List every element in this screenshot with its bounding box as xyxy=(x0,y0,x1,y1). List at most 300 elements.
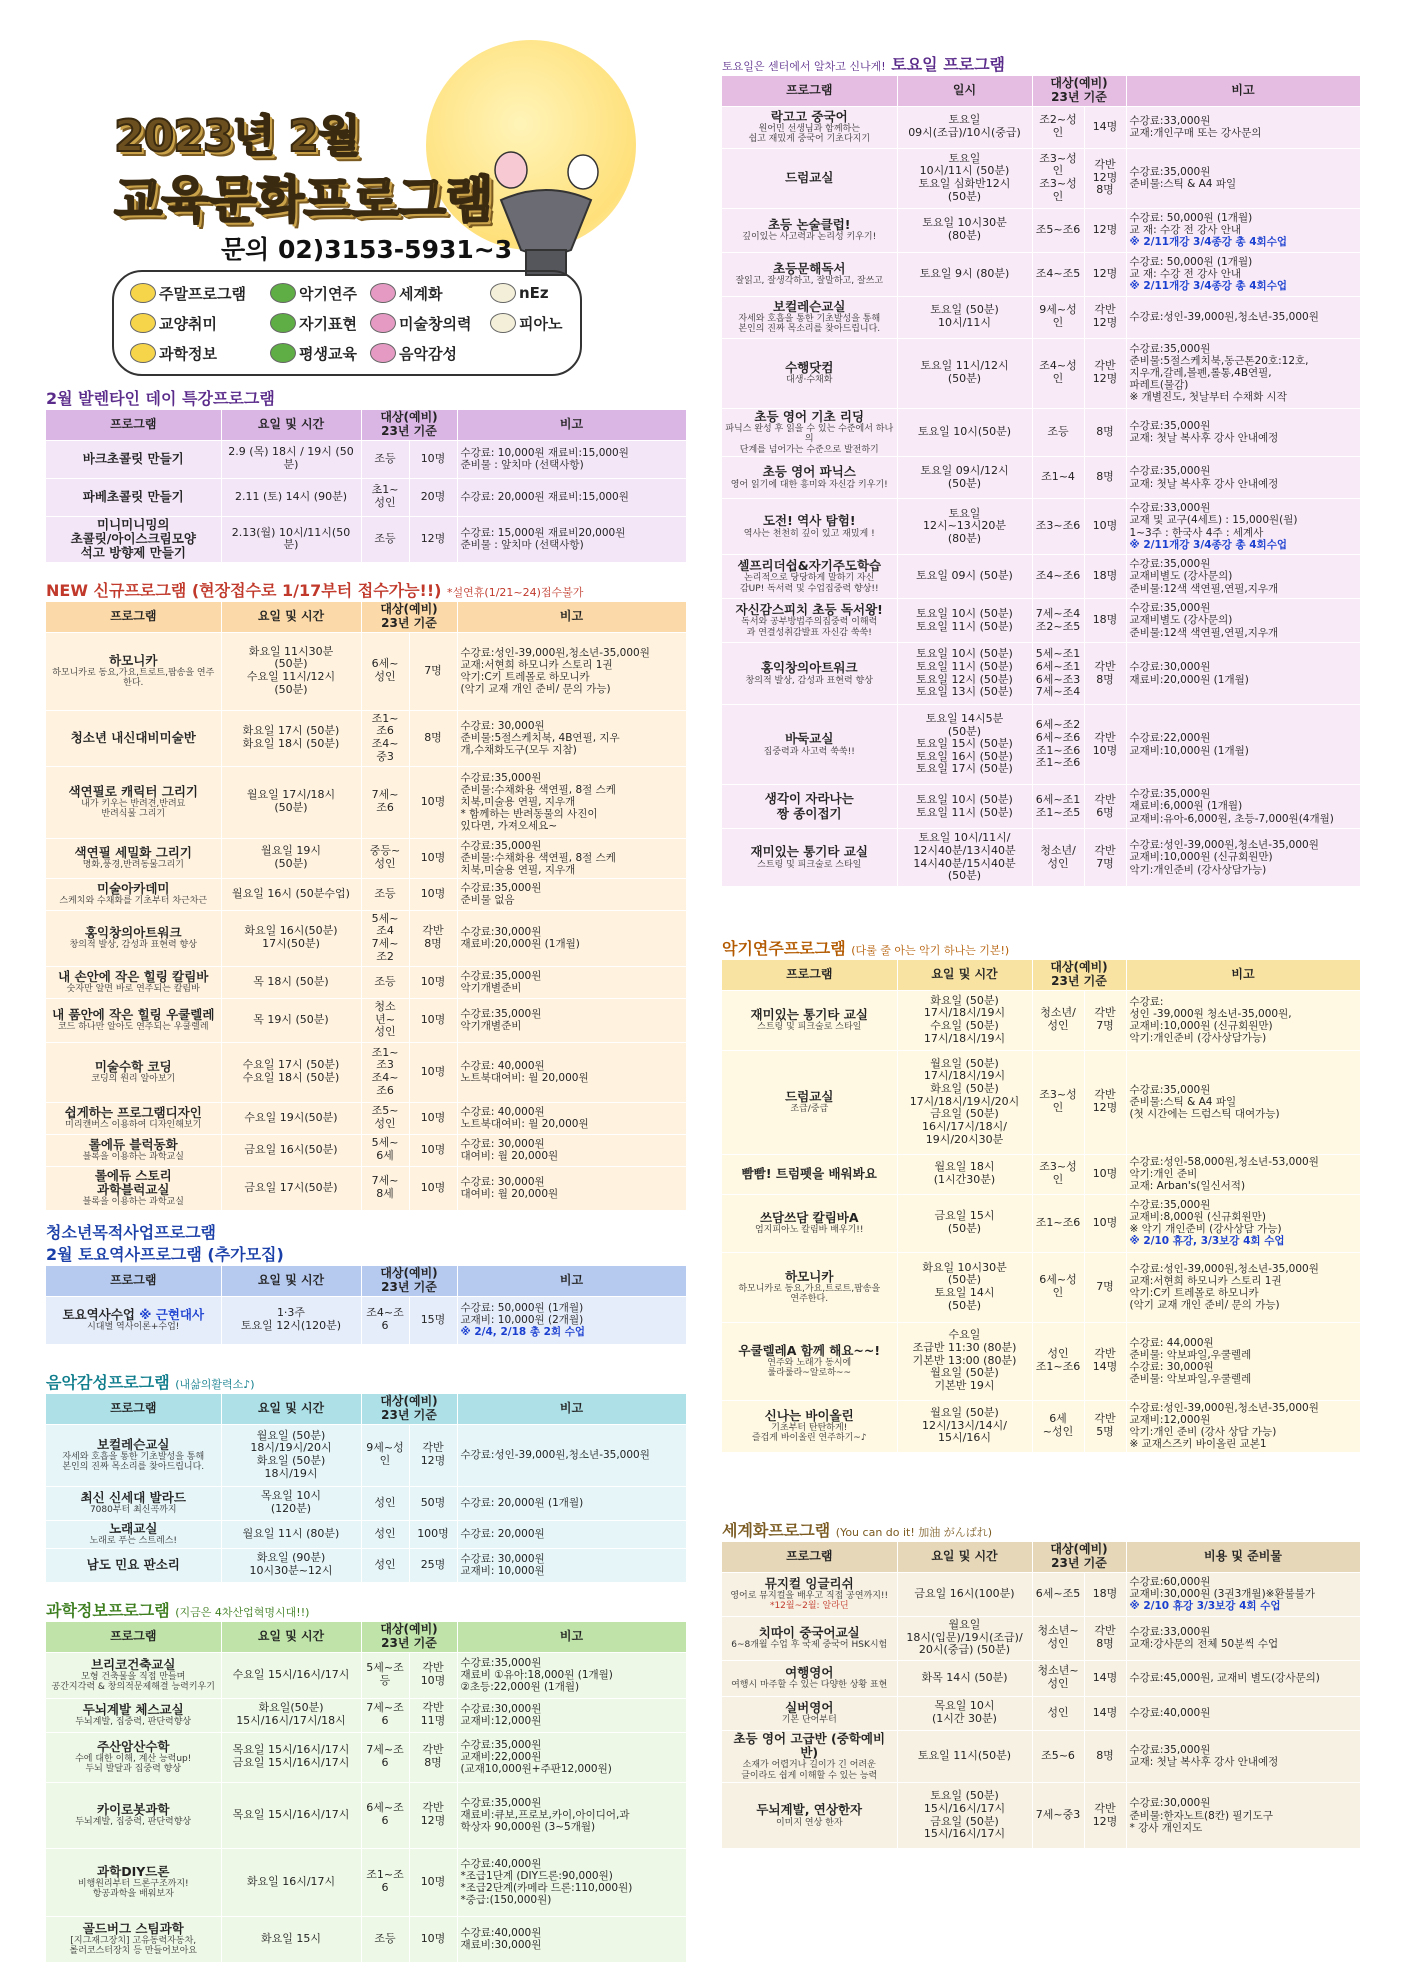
program-time: 토요일 09시/12시 (50분) xyxy=(897,457,1032,499)
program-note: 수강료: 30,000원 준비물:5절스케치북, 4B연필, 지우 개,수채화도구(모두 지참) xyxy=(457,710,686,766)
table-header-row xyxy=(46,1394,686,1424)
table-row xyxy=(722,555,1360,599)
program-subtitle: 7080부터 최신곡까지 xyxy=(89,1505,177,1516)
science-title-note: (지금은 4차산업혁명시대!!) xyxy=(175,1606,310,1619)
program-target: 조등 xyxy=(361,966,409,998)
program-name xyxy=(722,1572,897,1616)
program-name xyxy=(46,710,221,766)
program-capacity: 각반 12명 8명 xyxy=(1084,148,1126,208)
program-title: 치따이 중국어교실 xyxy=(758,1624,860,1640)
science-title xyxy=(46,1600,686,1622)
program-target: 조등 xyxy=(361,516,409,562)
header-program: 프로그램 xyxy=(722,76,897,106)
program-capacity: 10명 xyxy=(1084,499,1126,555)
header-time: 요일 및 시간 xyxy=(221,1266,361,1296)
program-note: 수강료:35,000원 교재비별도 (강사문의) 준비물:12색 색연필,연필,지우개 xyxy=(1126,555,1360,599)
program-time: 토요일 14시5분 (50분) 토요일 15시 (50분) 토요일 16시 (50분) 토요일 17시 (50분) xyxy=(897,705,1032,785)
program-time: 토요일 10시/11시/ 12시40분/13시40분 14시40분/15시40분 (50분) xyxy=(897,829,1032,887)
program-time: 화요일(50분) 15시/16시/17시/18시 xyxy=(221,1698,361,1732)
youth-table xyxy=(46,1266,687,1345)
valentine-title: 2월 발렌타인 데이 특강프로그램 xyxy=(46,389,275,408)
program-capacity: 각반 12명 xyxy=(1084,1050,1126,1154)
program-title: 색연필로 캐릭터 그리기 xyxy=(68,783,198,799)
program-subtitle: 블록을 이용하는 과학교실 xyxy=(82,1152,184,1163)
program-note-highlight: ※ 2/11개강 3/4종강 총 4회수업 xyxy=(1129,236,1287,249)
program-name xyxy=(46,478,221,516)
global-title-note: (You can do it! 加油 がんばれ) xyxy=(835,1526,993,1539)
program-time: 목요일 15시/16시/17시 xyxy=(221,1782,361,1848)
program-time: 월요일 11시 (80분) xyxy=(221,1520,361,1548)
program-subtitle: 파닉스 완성 후 읽을 수 있는 수준에서 하나의 단계를 넘어가는 수준으로 발전하기 xyxy=(725,423,894,455)
program-subtitle: 수에 대한 이해, 계산 능력up! 두뇌 발달과 집중력 향상 xyxy=(75,1753,192,1775)
program-subtitle: 노래로 푸는 스트레스! xyxy=(89,1536,178,1547)
program-capacity: 100명 xyxy=(409,1520,457,1548)
program-time: 월요일 18시 (1시간30분) xyxy=(897,1154,1032,1194)
program-title: 실버영어 xyxy=(785,1699,834,1715)
program-target: 9세~성인 xyxy=(1032,296,1084,338)
program-title: 쓰담쓰담 칼림바A xyxy=(759,1209,859,1225)
legend-label: 주말프로그램 xyxy=(159,284,246,303)
program-time: 토요일 10시 (50분) 토요일 11시 (50분) 토요일 12시 (50분) 토요일 13시 (50분) xyxy=(897,643,1032,705)
music-table xyxy=(46,1394,687,1583)
table-row xyxy=(722,705,1360,785)
header-note: 비고 xyxy=(457,1266,686,1296)
legend-item xyxy=(270,340,370,366)
table-row xyxy=(46,1548,686,1582)
program-time: 토요일 (50분) 10시/11시 xyxy=(897,296,1032,338)
program-subtitle: 내가 키우는 반려견,반려묘 반려식물 그리기 xyxy=(81,798,186,820)
program-subtitle: [지그재그장치] 고유동력자동차, 롤러코스터장치 등 만들어보아요 xyxy=(69,1935,197,1957)
program-capacity: 8명 xyxy=(1084,457,1126,499)
program-time: 2.11 (토) 14시 (90분) xyxy=(221,478,361,516)
program-note: 수강료:35,000원 교재: 첫날 복사후 강사 안내예정 xyxy=(1126,408,1360,456)
program-name xyxy=(722,296,897,338)
program-name xyxy=(722,1400,897,1452)
table-row xyxy=(46,1166,686,1210)
program-subtitle: 6~8개월 수업 후 국제 중국어 HSK시험 xyxy=(731,1640,888,1651)
program-subtitle: 자세와 호흡을 통한 기초발성을 통해 본인의 진짜 목소리를 찾아드립니다. xyxy=(738,313,881,335)
program-subtitle: 창의적 발상, 감성과 표현력 향상 xyxy=(745,675,873,686)
program-capacity: 18명 xyxy=(1084,1572,1126,1616)
program-capacity: 10명 xyxy=(409,766,457,838)
program-note-highlight: ※ 2/10 휴강 3/3보강 4회 수업 xyxy=(1129,1600,1281,1613)
program-capacity: 10명 xyxy=(409,838,457,878)
program-time: 화요일 (50분) 17시/18시/19시 수요일 (50분) 17시/18시/19시 xyxy=(897,990,1032,1050)
header-target: 대상(예비) 23년 기준 xyxy=(361,1266,457,1296)
program-time: 토요일 12시~13시20분 (80분) xyxy=(897,499,1032,555)
science-section xyxy=(46,1600,686,1963)
program-capacity: 10명 xyxy=(409,1848,457,1916)
music-title xyxy=(46,1372,686,1394)
table-header-row xyxy=(722,76,1360,106)
table-row xyxy=(46,710,686,766)
program-title: 내 품안에 작은 힐링 우쿨렐레 xyxy=(52,1006,215,1022)
program-time: 금요일 15시 (50분) xyxy=(897,1194,1032,1252)
header xyxy=(46,40,606,380)
program-time: 토요일 10시 (50분) 토요일 11시 (50분) xyxy=(897,785,1032,829)
program-subtitle: 기본 단어부터 xyxy=(781,1715,837,1726)
program-capacity: 10명 xyxy=(409,1102,457,1134)
program-capacity: 12명 xyxy=(1084,252,1126,296)
program-target: 6세 ~성인 xyxy=(1032,1400,1084,1452)
program-title: 청소년 내신대비미술반 xyxy=(70,729,196,745)
program-title: 신나는 바이올린 xyxy=(764,1407,854,1423)
program-note: 수강료: 30,000원 교재비: 10,000원 xyxy=(457,1548,686,1582)
program-note: 수강료: 15,000원 재료비20,000원 준비물 : 앞치마 (선택사항) xyxy=(457,516,686,562)
program-target: 7세~ 8세 xyxy=(361,1166,409,1210)
program-name xyxy=(722,106,897,148)
table-row xyxy=(722,208,1360,252)
program-note: 수강료:40,000원 *조급1단계 (DIY드론:90,000원) *조급2단계(카메라 드론:110,000원) *중급:(150,000원) xyxy=(457,1848,686,1916)
instrument-section xyxy=(722,938,1360,1453)
program-note: 수강료:33,000원 교재:개인구매 또는 강사문의 xyxy=(1126,106,1360,148)
program-title: 과학DIY드론 xyxy=(97,1863,170,1879)
table-row xyxy=(722,1783,1360,1849)
program-note: 수강료:성인-58,000원,청소년-53,000원 악기:개인 준비 교재: Arban's(일신서적) xyxy=(1126,1154,1360,1194)
program-time: 월요일 (50분) 17시/18시/19시 화요일 (50분) 17시/18시/19시/20시 금요일 (50분) 16시/17시/18시/ 19시/20시30분 xyxy=(897,1050,1032,1154)
program-capacity: 10명 xyxy=(409,1042,457,1102)
table-row xyxy=(46,838,686,878)
table-header-row xyxy=(46,410,686,440)
legend-label: 세계화 xyxy=(399,284,443,303)
program-time: 토요일 11시/12시 (50분) xyxy=(897,338,1032,408)
youth-title-1: 청소년목적사업프로그램 xyxy=(46,1223,217,1242)
program-time: 토요일 (50분) 15시/16시/17시 금요일 (50분) 15시/16시/17시 xyxy=(897,1783,1032,1849)
legend-label: 자기표현 xyxy=(299,314,357,333)
program-subtitle: 이미지 연상 한자 xyxy=(775,1817,843,1828)
legend-blob-icon xyxy=(270,343,296,363)
program-note: 수강료: 44,000원 준비물: 악보파일,우쿨렐레 수강료: 30,000원 준비물: 악보파일,우쿨렐레 xyxy=(1126,1322,1360,1400)
program-title: 홍익창의아트워크 xyxy=(84,924,182,940)
program-target: 조등 xyxy=(361,878,409,910)
program-name xyxy=(722,338,897,408)
header-note: 비용 및 준비물 xyxy=(1126,1542,1360,1572)
program-time: 수요일 조급반 11:30 (80분) 기본반 13:00 (80분) 월요일 (50분) 기본반 19시 xyxy=(897,1322,1032,1400)
program-title: 미술아카데미 xyxy=(97,880,170,896)
program-name xyxy=(46,1848,221,1916)
program-subtitle: 영어 읽기에 대한 흥미와 자신감 키우기! xyxy=(730,479,888,490)
program-name xyxy=(722,1660,897,1696)
program-subtitle: 스트링 및 피크술로 스타일 xyxy=(757,859,862,870)
program-target: 성인 xyxy=(361,1486,409,1520)
title-line-2: 교육문화프로그램 xyxy=(114,171,493,229)
table-row xyxy=(46,1042,686,1102)
program-target: 7세~조6 xyxy=(361,1732,409,1782)
table-row xyxy=(46,478,686,516)
program-subtitle: 자세와 호흡을 통한 기초발성을 통해 본인의 진짜 목소리를 찾아드립니다. xyxy=(62,1451,205,1473)
program-note: 수강료:35,000원 준비물:스틱 & A4 파일 (첫 시간에는 드럼스틱 대여가능) xyxy=(1126,1050,1360,1154)
program-subtitle: 깊이있는 사고력과 논리성 키우기! xyxy=(742,232,877,243)
program-subtitle: 기초부터 탄탄하게! 즐겁게 바이올린 연주하기~♪ xyxy=(751,1422,867,1444)
program-capacity: 각반 7명 xyxy=(1084,990,1126,1050)
program-title: 브리코건축교실 xyxy=(90,1656,176,1672)
program-name xyxy=(722,1252,897,1322)
legend-blob-icon xyxy=(130,313,156,333)
table-row xyxy=(46,1102,686,1134)
program-subtitle: 두뇌계발, 집중력, 판단력향상 xyxy=(75,1817,192,1828)
program-title: 초등 영어 파닉스 xyxy=(762,464,856,480)
program-note: 수강료:35,000원 교재비:8,000원 (신규회원만) ※ 악기 개인준비 (강사상담 가능) ※ 2/10 휴강, 3/3보강 4회 수업 xyxy=(1126,1194,1360,1252)
program-title: 파베초콜릿 만들기 xyxy=(82,488,184,504)
program-title: 골드버그 스팀과학 xyxy=(82,1920,184,1936)
program-subtitle: 영어로 뮤지컬을 배우고 직접 공연까지!! xyxy=(730,1590,889,1601)
program-name xyxy=(722,252,897,296)
header-note: 비고 xyxy=(1126,960,1360,990)
header-time: 요일 및 시간 xyxy=(221,1394,361,1424)
program-capacity: 10명 xyxy=(409,878,457,910)
program-note: 수강료: 50,000원 (1개월) 교 재: 수강 전 강사 안내 ※ 2/11개강 3/4종강 총 4회수업 xyxy=(1126,208,1360,252)
table-row xyxy=(722,990,1360,1050)
program-capacity: 7명 xyxy=(409,632,457,710)
legend-item xyxy=(270,310,370,336)
program-capacity: 10명 xyxy=(1084,1194,1126,1252)
program-time: 화요일 16시/17시 xyxy=(221,1848,361,1916)
table-row xyxy=(722,1194,1360,1252)
table-row xyxy=(722,1050,1360,1154)
program-note: 수강료:성인-39,000원,청소년-35,000원 교재비:10,000원 (신규회원만) 악기:개인준비 (강사상담가능) xyxy=(1126,829,1360,887)
program-subtitle: 연주와 노래가 동시에 룰라룰라~알로하~~ xyxy=(767,1357,852,1379)
program-time: 목요일 10시 (1시간 30분) xyxy=(897,1696,1032,1730)
legend-blob-icon xyxy=(270,313,296,333)
program-note: 수강료:35,000원 교재: 첫날 복사후 강사 안내예정 xyxy=(1126,1730,1360,1782)
table-row xyxy=(722,1696,1360,1730)
program-time: 월요일 19시 (50분) xyxy=(221,838,361,878)
category-legend xyxy=(112,270,582,376)
program-name xyxy=(722,148,897,208)
global-table xyxy=(722,1542,1361,1849)
program-note: 수강료:35,000원 교재: 첫날 복사후 강사 안내예정 xyxy=(1126,457,1360,499)
program-time: 토요일 09시(조급)/10시(중급) xyxy=(897,106,1032,148)
legend-item xyxy=(130,340,270,366)
program-subtitle: 소재가 어렵거나 길이가 긴 어려운 글이라도 쉽게 이해할 수 있는 능력 xyxy=(741,1760,878,1781)
header-target: 대상(예비) 23년 기준 xyxy=(361,602,457,632)
table-row xyxy=(46,1424,686,1486)
program-note: 수강료: 성인 -39,000원 청소년-35,000원, 교재비:10,000원 (신규회원만) 악기:개인준비 (강사상담가능) xyxy=(1126,990,1360,1050)
table-row xyxy=(46,440,686,478)
table-row xyxy=(722,1660,1360,1696)
program-title: 자신감스피치 초등 독서왕! xyxy=(735,601,883,617)
program-time: 화요일 (90분) 10시30분~12시 xyxy=(221,1548,361,1582)
program-subtitle: 모형 건축물을 직접 만들며 공간지각력 & 창의적문제해결 능력키우기 xyxy=(51,1671,215,1693)
program-title: 우쿨렐레A 함께 해요~~! xyxy=(738,1342,881,1358)
program-target: 조4~조6 xyxy=(1032,555,1084,599)
program-title: 수행닷컴 xyxy=(785,359,834,375)
program-time: 금요일 16시(50분) xyxy=(221,1134,361,1166)
program-note: 수강료: 20,000원 xyxy=(457,1520,686,1548)
legend-blob-icon xyxy=(130,343,156,363)
program-time: 목요일 10시 (120분) xyxy=(221,1486,361,1520)
program-name xyxy=(46,1424,221,1486)
program-time: 토요일 11시(50분) xyxy=(897,1730,1032,1782)
header-program: 프로그램 xyxy=(722,1542,897,1572)
table-row xyxy=(46,998,686,1042)
program-target: 조3~성인 조3~성인 xyxy=(1032,148,1084,208)
program-name xyxy=(46,1916,221,1962)
program-capacity: 각반 10명 xyxy=(409,1652,457,1698)
program-note: 수강료: 40,000원 노트북대여비: 월 20,000원 xyxy=(457,1042,686,1102)
program-time: 화요일 17시 (50분) 화요일 18시 (50분) xyxy=(221,710,361,766)
program-name xyxy=(722,1194,897,1252)
program-target: 성인 조1~조6 xyxy=(1032,1322,1084,1400)
program-name xyxy=(722,208,897,252)
table-row xyxy=(722,1616,1360,1660)
global-title-text: 세계화프로그램 xyxy=(722,1521,831,1540)
header-time: 일시 xyxy=(897,76,1032,106)
program-name xyxy=(46,910,221,966)
program-name xyxy=(46,1520,221,1548)
program-name xyxy=(722,1050,897,1154)
program-name xyxy=(722,1322,897,1400)
legend-item xyxy=(490,280,580,306)
program-note: 수강료:35,000원 교재비별도 (강사문의) 준비물:12색 색연필,연필,지우개 xyxy=(1126,599,1360,643)
table-row xyxy=(722,252,1360,296)
program-name xyxy=(722,555,897,599)
program-note: 수강료:35,000원 재료비 ①유아:18,000원 (1개월) ②초등:22,000원 (1개월) xyxy=(457,1652,686,1698)
program-capacity: 각반 12명 xyxy=(409,1424,457,1486)
table-header-row xyxy=(46,1622,686,1652)
program-target: 조1~조6 xyxy=(1032,1194,1084,1252)
table-row xyxy=(46,766,686,838)
program-target: 조3~성인 xyxy=(1032,1050,1084,1154)
legend-label: 악기연주 xyxy=(299,284,357,303)
header-time: 요일 및 시간 xyxy=(221,410,361,440)
header-note: 비고 xyxy=(457,1622,686,1652)
program-capacity: 각반 11명 xyxy=(409,1698,457,1732)
legend-label: 과학정보 xyxy=(159,344,217,363)
program-note: 수강료:30,000원 재료비:20,000원 (1개월) xyxy=(457,910,686,966)
program-time: 화목 14시 (50분) xyxy=(897,1660,1032,1696)
legend-label: 평생교육 xyxy=(299,344,357,363)
program-note: 수강료:성인-39,000원,청소년-35,000원 교재:서현희 하모니카 스토리 1권 악기:C키 트레몰로 하모니카 (악기 교재 개인 준비/ 문의 가능) xyxy=(457,632,686,710)
program-note-highlight: ※ 2/11개강 3/4종강 총 4회수업 xyxy=(1129,280,1287,293)
program-title: 하모니카 xyxy=(785,1268,834,1284)
program-title: 내 손안에 작은 힐링 칼림바 xyxy=(58,968,209,984)
program-subtitle: 조급/중급 xyxy=(790,1104,829,1115)
legend-blob-icon xyxy=(490,313,516,333)
program-time: 토요일 10시30분 (80분) xyxy=(897,208,1032,252)
header-program: 프로그램 xyxy=(46,410,221,440)
program-title: 미술수학 코딩 xyxy=(94,1058,172,1074)
legend-label: 미술창의력 xyxy=(399,314,472,333)
program-name xyxy=(722,990,897,1050)
program-target: 조4~조5 xyxy=(1032,252,1084,296)
program-note: 수강료:35,000원 준비물:수채화용 색연필, 8절 스케 치북,미술용 연필, 지우개 * 함께하는 반려동물의 사진이 있다면, 가져오세요~ xyxy=(457,766,686,838)
program-note: 수강료:35,000원 준비물:수채화용 색연필, 8절 스케 치북,미술용 연필, 지우개 xyxy=(457,838,686,878)
program-tag: ※ 근현대사 xyxy=(134,1306,205,1322)
program-time: 토요일 9시 (80분) xyxy=(897,252,1032,296)
program-subtitle: 대생·수채화 xyxy=(786,375,833,386)
legend-label: nEz xyxy=(519,284,549,302)
program-target: 청소년~ 성인 xyxy=(1032,1616,1084,1660)
program-note: 수강료:33,000원 교재:강사문의 전체 50분씩 수업 xyxy=(1126,1616,1360,1660)
table-row xyxy=(722,296,1360,338)
table-row xyxy=(46,966,686,998)
legend-blob-icon xyxy=(130,283,156,303)
program-target: 조4~성인 xyxy=(1032,338,1084,408)
new-program-section xyxy=(46,580,686,1211)
program-name xyxy=(722,457,897,499)
program-target: 청소년/ 성인 xyxy=(1032,829,1084,887)
table-row xyxy=(722,1154,1360,1194)
program-capacity: 15명 xyxy=(409,1296,457,1344)
table-row xyxy=(722,1252,1360,1322)
program-note: 수강료:35,000원 준비물 없음 xyxy=(457,878,686,910)
program-note: 수강료:성인-39,000원,청소년-35,000원 xyxy=(457,1424,686,1486)
program-target: 6세~조1 조1~조5 xyxy=(1032,785,1084,829)
program-capacity: 12명 xyxy=(409,516,457,562)
program-name xyxy=(722,1696,897,1730)
program-subtitle: 하모니카로 동요,가요,트로트,팝송을 연주한다. xyxy=(52,667,215,689)
legend-item xyxy=(490,310,580,336)
program-title: 남도 민요 판소리 xyxy=(86,1556,180,1572)
program-capacity: 10명 xyxy=(409,998,457,1042)
table-row xyxy=(46,1698,686,1732)
program-note-highlight: ※ 2/11개강 3/4종강 총 4회수업 xyxy=(1129,538,1287,551)
program-capacity: 각반 8명 xyxy=(1084,643,1126,705)
valentine-table xyxy=(46,410,687,563)
program-note: 수강료:35,000원 준비물:5절스케치북,동근톤20호:12호, 지우개,갈레,볼펜,롤통,4B연필, 파레트(물감) ※ 개별진도, 첫날부터 수채화 시작 xyxy=(1126,338,1360,408)
program-title: 하모니카 xyxy=(109,652,158,668)
program-title: 바둑교실 xyxy=(785,731,834,747)
program-note-highlight: ※ 2/4, 2/18 총 2회 수업 xyxy=(460,1326,586,1339)
program-target: 조3~조6 xyxy=(1032,499,1084,555)
instrument-table xyxy=(722,960,1361,1453)
program-target: 6세~ 성인 xyxy=(361,632,409,710)
program-name xyxy=(722,499,897,555)
contact-phone: 문의 02)3153-5931~3 xyxy=(221,235,513,264)
program-subtitle: 역사는 천천히 깊이 있고 재밌게 ! xyxy=(743,528,875,539)
program-time: 화요일 15시 xyxy=(221,1916,361,1962)
program-target: 초1~ 성인 xyxy=(361,478,409,516)
table-row xyxy=(722,1730,1360,1782)
program-subtitle: 논리적으로 당당하게 말하기 자신 감UP! 독서력 및 수업집중력 향상!! xyxy=(739,573,879,594)
program-time: 2.9 (목) 18시 / 19시 (50분) xyxy=(221,440,361,478)
table-row xyxy=(46,1848,686,1916)
program-title: 도전! 역사 탐험! xyxy=(762,513,856,529)
program-note-highlight: ※ 2/10 휴강, 3/3보강 4회 수업 xyxy=(1129,1235,1285,1248)
table-row xyxy=(722,643,1360,705)
program-name xyxy=(46,1652,221,1698)
table-row xyxy=(46,1652,686,1698)
program-capacity: 10명 xyxy=(409,1134,457,1166)
table-row xyxy=(722,408,1360,456)
program-target: 6세~조5 xyxy=(1032,1572,1084,1616)
program-capacity: 8명 xyxy=(1084,408,1126,456)
program-target: 5세~조등 xyxy=(361,1652,409,1698)
program-time: 수요일 19시(50분) xyxy=(221,1102,361,1134)
program-name xyxy=(722,785,897,829)
program-time: 1·3주 토요일 12시(120분) xyxy=(221,1296,361,1344)
program-title: 초등 영어 고급반 (중학예비반) xyxy=(733,1730,886,1760)
program-title: 셀프리더쉽&자기주도학습 xyxy=(737,557,882,573)
science-title-text: 과학정보프로그램 xyxy=(46,1601,170,1620)
program-name xyxy=(46,1166,221,1210)
program-subtitle: 블록을 이용하는 과학교실 xyxy=(82,1197,184,1208)
program-capacity: 각반 8명 xyxy=(409,910,457,966)
program-name xyxy=(46,632,221,710)
header-time: 요일 및 시간 xyxy=(221,1622,361,1652)
program-target: 7세~중3 xyxy=(1032,1783,1084,1849)
program-title: 드럼교실 xyxy=(785,1088,834,1104)
program-name xyxy=(46,1042,221,1102)
program-subtitle: 숫자만 알면 바로 연주되는 칼림바 xyxy=(66,984,200,995)
program-note: 수강료:60,000원 교재비:30,000원 (3권3개월)※환불불가 ※ 2/10 휴강 3/3보강 4회 수업 xyxy=(1126,1572,1360,1616)
program-note: 수강료:35,000원 재료비:큐보,프로보,카이,아이디어,과 학상자 90,000원 (3~5개월) xyxy=(457,1782,686,1848)
program-target: 성인 xyxy=(361,1520,409,1548)
program-note: 수강료:33,000원 교재 및 교구(4세트) : 15,000원(월) 1~3주 : 한국사 4주 : 세계사 ※ 2/11개강 3/4종강 총 4회수업 xyxy=(1126,499,1360,555)
legend-item xyxy=(370,340,490,366)
program-time: 월요일 18시(입문)/19시(조급)/ 20시(중급) (50분) xyxy=(897,1616,1032,1660)
